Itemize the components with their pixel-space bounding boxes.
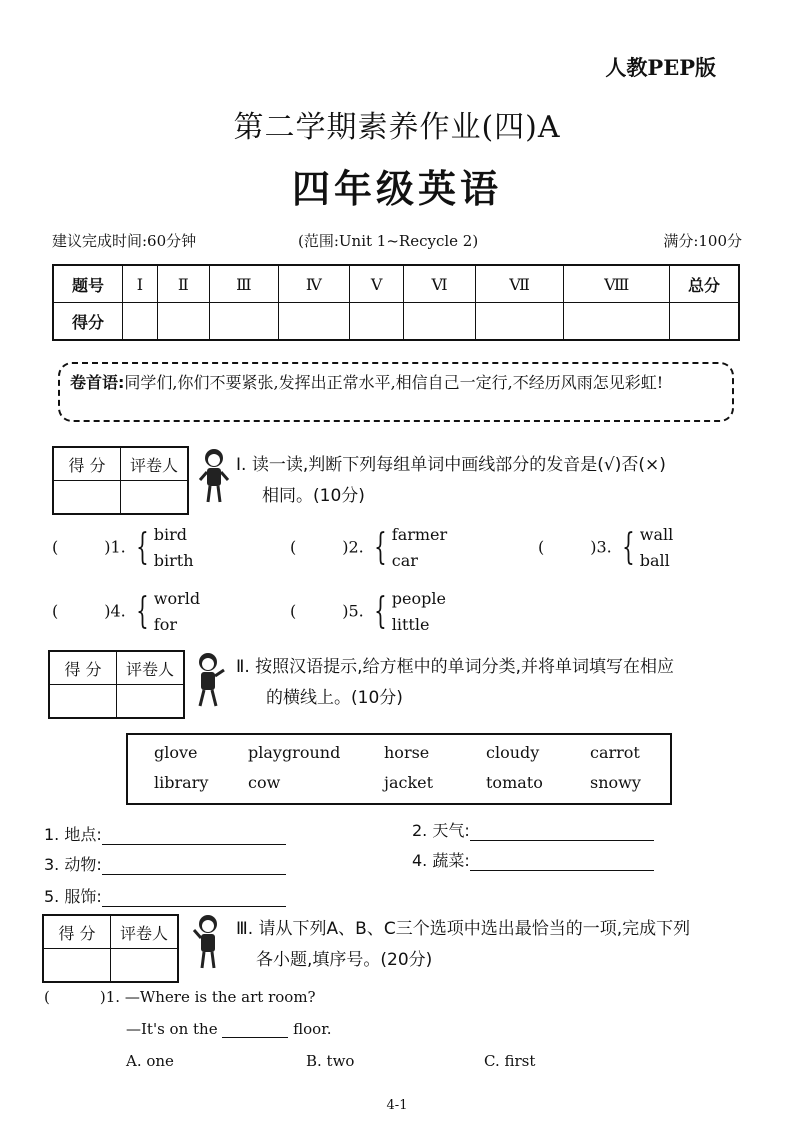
score-table-col: Ⅵ [404, 265, 475, 303]
student-figure-icon [190, 912, 226, 972]
answer-line[interactable] [102, 844, 286, 845]
answer-line[interactable] [102, 906, 286, 907]
grader-box [52, 446, 189, 515]
section-2-instruction [236, 652, 674, 714]
grader-reviewer-cell[interactable] [117, 685, 185, 719]
answer-line[interactable] [222, 1037, 288, 1038]
grader-reviewer-cell[interactable] [121, 481, 189, 515]
score-cell[interactable] [404, 303, 475, 341]
word-item: cow [248, 773, 281, 792]
score-cell[interactable] [157, 303, 209, 341]
score-table-col: Ⅷ [564, 265, 670, 303]
question-text: —Where is the art room? [124, 988, 316, 1006]
question-item: ( )3. { wall ball [538, 525, 674, 570]
word-item: tomato [486, 773, 543, 792]
category-row: 2. 天气: [412, 818, 654, 841]
grader-score-label: 得 分 [43, 915, 111, 949]
grader-reviewer-label: 评卷人 [117, 651, 185, 685]
word-item: snowy [590, 773, 641, 792]
option-b: B. two [306, 1052, 355, 1070]
score-table [52, 264, 740, 341]
student-figure-icon [196, 446, 232, 506]
score-table-number-label: 题号 [53, 265, 123, 303]
grader-reviewer-label: 评卷人 [111, 915, 179, 949]
grader-box [42, 914, 179, 983]
section-2-line2: 的横线上。(10分) [266, 688, 403, 708]
category-row: 1. 地点: [44, 822, 286, 845]
score-table-col: Ⅱ [157, 265, 209, 303]
answer-line[interactable] [470, 840, 654, 841]
motto-label: 卷首语: [70, 373, 125, 392]
word-box [126, 733, 672, 805]
score-cell[interactable] [209, 303, 278, 341]
word-item: horse [384, 743, 430, 762]
worksheet-subtitle: 第二学期素养作业(四)A [233, 110, 561, 145]
category-row: 5. 服饰: [44, 884, 286, 907]
category-row: 4. 蔬菜: [412, 848, 654, 871]
section-2-line1: Ⅱ. 按照汉语提示,给方框中的单词分类,并将单词填写在相应 [236, 657, 674, 677]
score-cell[interactable] [475, 303, 564, 341]
grader-box [48, 650, 185, 719]
grader-reviewer-label: 评卷人 [121, 447, 189, 481]
word-item: playground [248, 743, 341, 762]
page-number: 4-1 [386, 1098, 408, 1113]
question-answer-line: —It's on the floor. [126, 1020, 332, 1038]
question-item: ( )1. —Where is the art room? [44, 988, 316, 1006]
full-score: 满分:100分 [663, 232, 742, 250]
score-table-score-label: 得分 [53, 303, 123, 341]
motto-box [58, 362, 734, 422]
motto-text: 同学们,你们不要紧张,发挥出正常水平,相信自己一定行,不经历风雨怎见彩虹! [124, 373, 664, 392]
score-table-col: Ⅳ [278, 265, 349, 303]
section-1-line1: I. 读一读,判断下列每组单词中画线部分的发音是(√)否(×) [236, 455, 666, 475]
section-3-instruction [236, 914, 690, 976]
word-item: carrot [590, 743, 640, 762]
question-item: ( )1. { bird birth [52, 525, 194, 570]
exam-range: (范围:Unit 1~Recycle 2) [298, 232, 479, 250]
category-row: 3. 动物: [44, 852, 286, 875]
word-item: glove [154, 743, 198, 762]
grader-score-label: 得 分 [53, 447, 121, 481]
section-1-line2: 相同。(10分) [262, 486, 365, 506]
option-a: A. one [126, 1052, 174, 1070]
answer-line[interactable] [102, 874, 286, 875]
grader-score-cell[interactable] [49, 685, 117, 719]
question-item: ( )2. { farmer car [290, 525, 448, 570]
score-table-col: I [123, 265, 158, 303]
section-1-instruction [236, 450, 666, 512]
score-cell[interactable] [123, 303, 158, 341]
question-item: ( )5. { people little [290, 589, 446, 634]
score-table-col: V [349, 265, 404, 303]
score-table-col: Ⅶ [475, 265, 564, 303]
score-cell[interactable] [564, 303, 670, 341]
section-3-line2: 各小题,填序号。(20分) [256, 950, 433, 970]
score-table-total-label: 总分 [670, 265, 740, 303]
student-figure-icon [190, 650, 226, 710]
grader-score-cell[interactable] [43, 949, 111, 983]
score-cell[interactable] [349, 303, 404, 341]
word-item: library [154, 773, 209, 792]
page-title: 四年级英语 [291, 167, 502, 211]
question-item: ( )4. { world for [52, 589, 201, 634]
option-c: C. first [484, 1052, 536, 1070]
word-item: jacket [384, 773, 434, 792]
suggested-time: 建议完成时间:60分钟 [52, 232, 197, 250]
score-table-col: Ⅲ [209, 265, 278, 303]
answer-line[interactable] [470, 870, 654, 871]
score-cell[interactable] [278, 303, 349, 341]
grader-score-label: 得 分 [49, 651, 117, 685]
grader-score-cell[interactable] [53, 481, 121, 515]
grader-reviewer-cell[interactable] [111, 949, 179, 983]
section-3-line1: Ⅲ. 请从下列A、B、C三个选项中选出最恰当的一项,完成下列 [236, 919, 691, 939]
score-cell[interactable] [670, 303, 740, 341]
edition-label: 人教PEP版 [605, 55, 716, 80]
word-item: cloudy [486, 743, 540, 762]
